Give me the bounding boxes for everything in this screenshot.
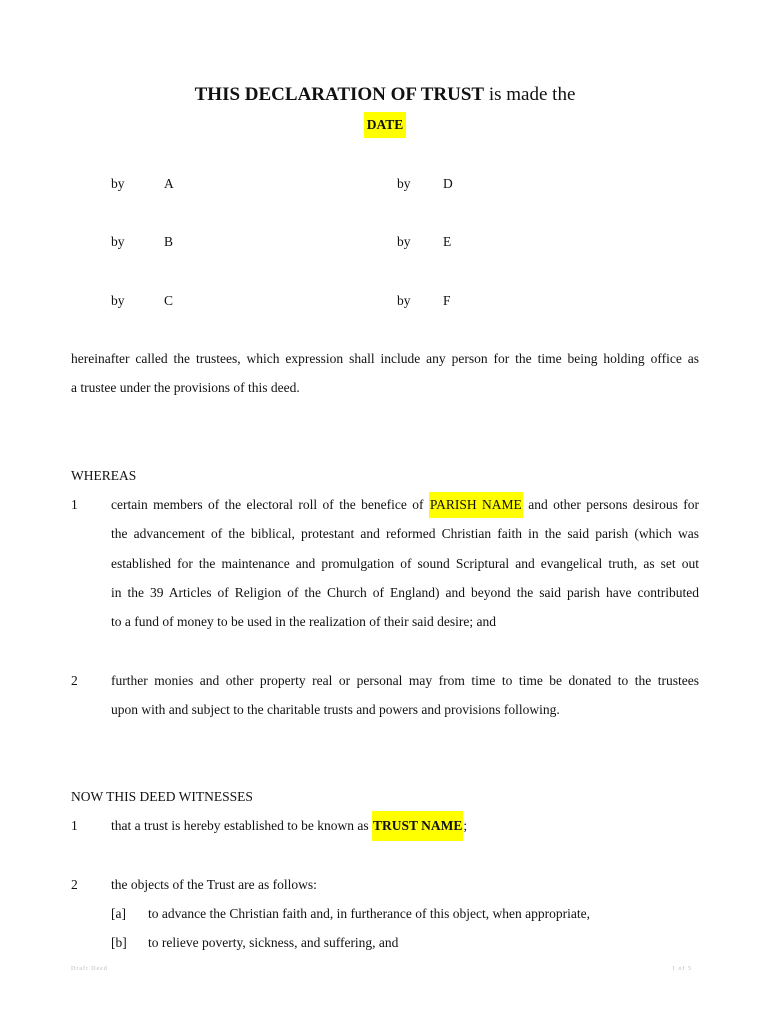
clause-number: 2 [71, 877, 78, 892]
trust-name-field: TRUST NAME [372, 811, 463, 841]
trustee-name: A [164, 176, 174, 191]
document-title [0, 84, 770, 106]
clause-line: established for the maintenance and promulgation of sound Scriptural and evangelical truth, as set out [111, 556, 699, 571]
whereas-heading: WHEREAS [71, 468, 137, 483]
trustee-by-label: by [397, 293, 411, 308]
trustee-by-label: by [397, 234, 411, 249]
trustee-by-label: by [111, 176, 125, 191]
trustee-by-label: by [111, 293, 125, 308]
hereinafter-line: hereinafter called the trustees, which expression shall include any person for the time being holding office as [71, 351, 699, 366]
trustee-name: C [164, 293, 174, 308]
clause-line: the advancement of the biblical, protestant and reformed Christian faith in the said parish (which was [111, 526, 699, 541]
hereinafter-line: a trustee under the provisions of this deed. [71, 380, 300, 395]
trustee-name: D [443, 176, 453, 191]
witnesses-heading: NOW THIS DEED WITNESSES [71, 789, 253, 804]
clause-line: upon with and subject to the charitable trusts and powers and provisions following. [111, 702, 560, 717]
clause-text: ; [463, 818, 468, 833]
trustee-name: F [443, 293, 451, 308]
subclause-label: [b] [111, 935, 127, 950]
clause-line: the objects of the Trust are as follows: [111, 877, 317, 892]
clause-line: further monies and other property real or personal may from time to time be donated to the trustees [111, 673, 699, 688]
trustee-by-label: by [397, 176, 411, 191]
subclause-text: to advance the Christian faith and, in furtherance of this object, when appropriate, [148, 906, 590, 921]
subclause-label: [a] [111, 906, 126, 921]
footer-right: 1 of 5 [672, 966, 692, 972]
clause-line: to a fund of money to be used in the realization of their said desire; and [111, 614, 497, 629]
title-bold: THIS DECLARATION OF TRUST [194, 84, 485, 105]
clause-line: in the 39 Articles of Religion of the Church of England) and beyond the said parish have contributed [111, 585, 699, 600]
trustee-by-label: by [111, 234, 125, 249]
trustee-name: E [443, 234, 452, 249]
clause-number: 1 [71, 818, 78, 833]
title-rest: is made the [484, 84, 576, 105]
clause-line [111, 497, 699, 513]
parish-name-field: PARISH NAME [429, 492, 523, 518]
date-field: DATE [364, 112, 406, 138]
trustee-name: B [164, 234, 174, 249]
clause-text: certain members of the electoral roll of the benefice of [111, 497, 429, 512]
footer-left: Draft Deed [71, 966, 108, 972]
clause-line [111, 818, 467, 834]
clause-text: and other persons desirous for [522, 497, 700, 512]
clause-number: 1 [71, 497, 78, 512]
clause-number: 2 [71, 673, 78, 688]
subclause-text: to relieve poverty, sickness, and suffering, and [148, 935, 399, 950]
clause-text: that a trust is hereby established to be known as [111, 818, 372, 833]
